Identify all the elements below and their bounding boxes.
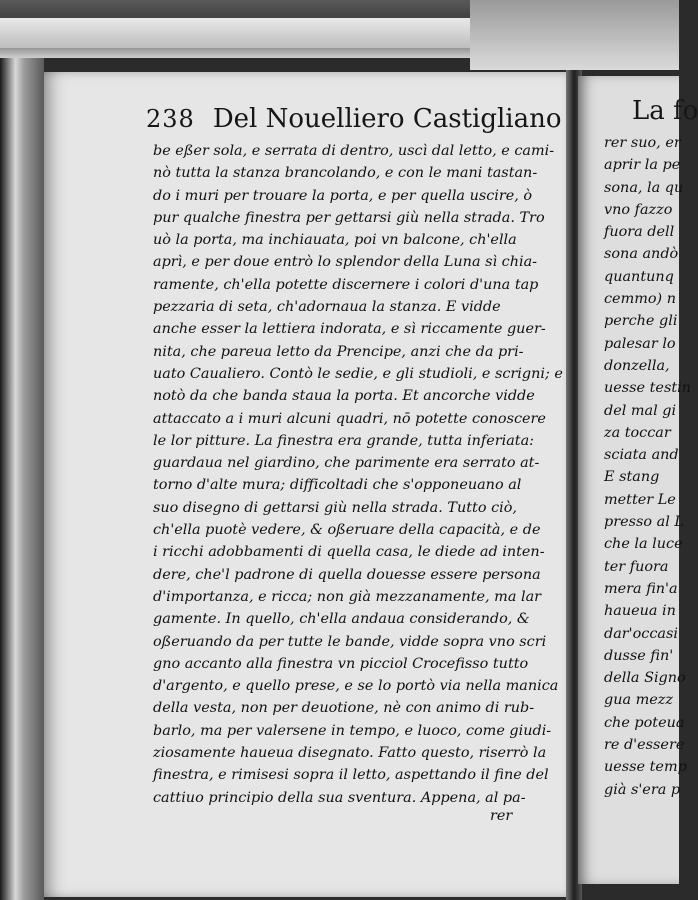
right-text-line: dar'occasi [604, 625, 678, 642]
right-text-line: gua mezz [604, 692, 673, 709]
text-line: cattiuo principio della sua sventura. Appena, al pa- [153, 789, 526, 806]
running-head: Del Nouelliero Castigliano [212, 104, 562, 134]
page-number: 238 [146, 105, 195, 133]
page-header [146, 104, 562, 134]
text-line: pezzaria di seta, ch'adornaua la stanza. E vidde [153, 299, 501, 316]
text-line: dere, che'l padrone di quella douesse essere persona [153, 566, 541, 583]
text-line: suo disegno di gettarsi giù nella strada. Tutto ciò, [153, 499, 517, 516]
text-line: torno d'alte mura; difficoltadi che s'opponeuano al [153, 477, 522, 494]
right-running-head: La fo [632, 96, 698, 126]
text-line: d'importanza, e ricca; non già mezzanamente, ma lar [153, 588, 542, 605]
text-line: oßeruando da per tutte le bande, vidde sopra vno scri [153, 633, 547, 650]
text-line: pur qualche finestra per gettarsi giù nella strada. Tro [153, 209, 545, 226]
right-text-line: dusse fin' [604, 647, 674, 664]
right-text-line: mera fin'a [604, 580, 678, 597]
right-text-line: presso al L [604, 514, 684, 531]
right-text-line: haueua in [604, 603, 676, 620]
right-text-line: quantunq [604, 268, 674, 285]
right-text-line: aprir la pe [604, 157, 681, 174]
text-line: nita, che pareua letto da Prencipe, anzi che da pri- [153, 343, 524, 360]
right-text-line: re d'essere [604, 737, 685, 754]
text-line: be eßer sola, e serrata di dentro, uscì dal letto, e cami- [153, 143, 555, 159]
right-text-line: sona, la qu [604, 179, 684, 196]
background-book-edge [0, 0, 679, 58]
right-text-line: sona andò [604, 246, 679, 263]
catchword: rer [490, 808, 513, 824]
text-line: ch'ella puotè vedere, & oßeruare della capacità, e de [153, 522, 541, 539]
right-text-line: fuora dell [604, 224, 675, 241]
right-text-line: E stang [604, 469, 660, 486]
right-text-line: perche gli [604, 313, 678, 330]
background-page-strip-right [470, 0, 679, 70]
right-text-line: rer suo, er [604, 135, 681, 151]
right-text-line: donzella, [604, 357, 670, 374]
text-line: ramente, ch'ella potette discernere i colori d'una tap [153, 276, 539, 293]
text-line: i ricchi adobbamenti di quella casa, le diede ad inten- [153, 544, 545, 561]
right-text-line: vno fazzo [604, 201, 673, 218]
text-line: notò da che banda staua la porta. Et ancorche vidde [153, 388, 535, 405]
text-line: aprì, e per doue entrò lo splendor della Luna sì chia- [153, 254, 538, 271]
text-line: attaccato a i muri alcuni quadri, nō potette conoscere [153, 410, 546, 427]
text-line: gamente. In quello, ch'ella andaua considerando, & [153, 611, 530, 628]
body-text [153, 140, 563, 809]
right-text-line: za toccar [604, 424, 671, 441]
text-line: ziosamente haueua disegnato. Fatto questo, riserrò la [153, 745, 547, 762]
right-text-line: che poteua [604, 714, 685, 731]
right-text-line: uesse testin [604, 380, 691, 397]
right-text-line: sciata and [604, 447, 679, 464]
text-line: d'argento, e quello prese, e se lo portò via nella manica [153, 678, 559, 695]
right-text-line: ter fuora [604, 558, 669, 575]
right-text-line: metter Le [604, 491, 676, 508]
right-text-line: uesse temp [604, 759, 687, 776]
right-text-line: della Signo [604, 670, 686, 687]
right-text-line: palesar lo [604, 335, 676, 352]
background-page-strip [0, 18, 470, 48]
text-line: della vesta, non per deuotione, nè con animo di rub- [153, 700, 535, 717]
text-line: finestra, e rimisesi sopra il letto, aspettando il fine del [153, 767, 549, 784]
text-line: le lor pitture. La finestra era grande, tutta inferiata: [153, 432, 535, 449]
right-text-line: del mal gi [604, 402, 677, 419]
right-text-line: già s'era p [604, 781, 681, 798]
text-line: guardaua nel giardino, che parimente era serrato at- [153, 455, 540, 472]
left-page-stack [0, 58, 44, 900]
text-line: nò tutta la stanza brancolando, e con le mani tastan- [153, 165, 538, 182]
right-page-text [604, 132, 691, 801]
right-text-line: che la luce [604, 536, 683, 553]
text-line: gno accanto alla finestra vn picciol Crocefisso tutto [153, 655, 529, 672]
right-text-line: cemmo) n [604, 291, 676, 308]
text-line: uato Caualiero. Contò le sedie, e gli studioli, e scrigni; e [153, 365, 563, 382]
text-line: uò la porta, ma inchiauata, poi vn balcone, ch'ella [153, 232, 517, 249]
text-line: anche esser la lettiera indorata, e sì riccamente guer- [153, 321, 546, 338]
text-line: barlo, ma per valersene in tempo, e luoco, come giudi- [153, 722, 552, 739]
text-line: do i muri per trouare la porta, e per quella uscire, ò [153, 187, 533, 204]
